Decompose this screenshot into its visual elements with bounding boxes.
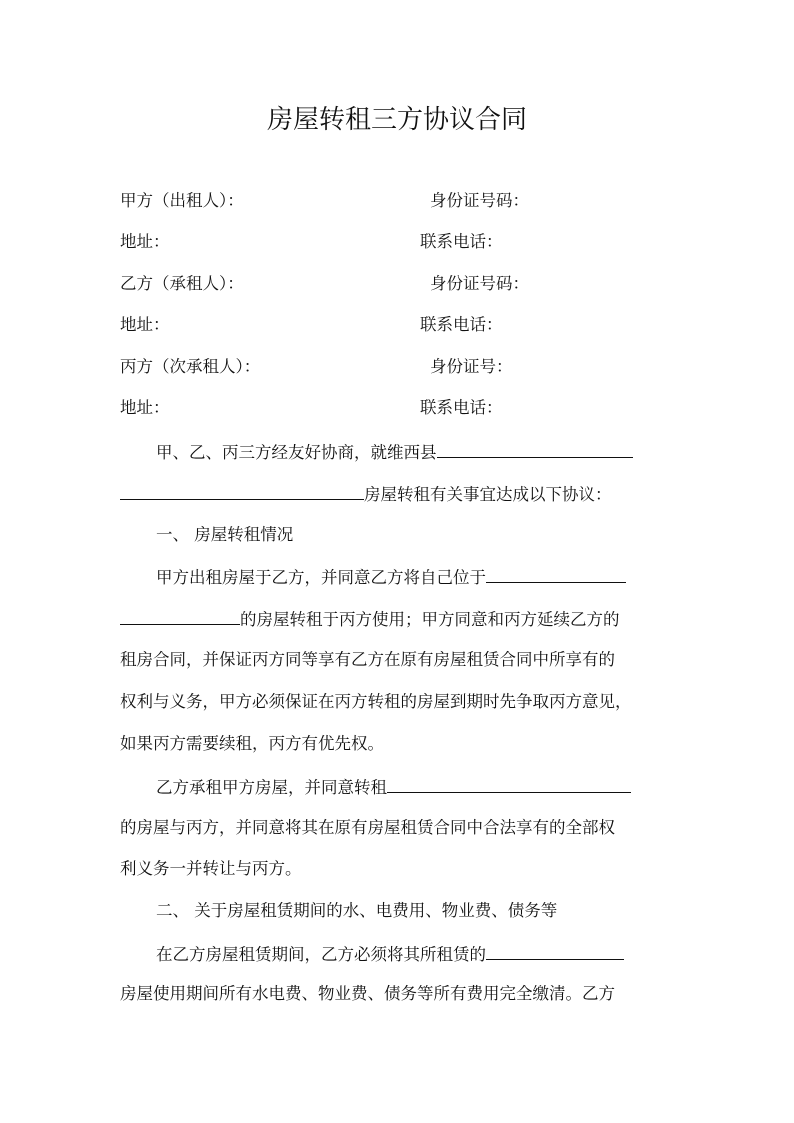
section-1-para xyxy=(156,565,626,589)
party-b-address-label: 地址： xyxy=(120,315,170,334)
party-a-id-label: 身份证号码： xyxy=(430,191,529,210)
section-1-para: 权利与义务，甲方必须保证在丙方转租的房屋到期时先争取丙方意见， xyxy=(120,692,632,711)
party-a-address-label: 地址： xyxy=(120,232,170,251)
para-text: 乙方承租甲方房屋，并同意转租 xyxy=(156,778,387,797)
document-title: 房屋转租三方协议合同 xyxy=(266,105,527,135)
section-1-para: 利义务一并转让与丙方。 xyxy=(120,859,302,878)
para-text: 在乙方房屋租赁期间，乙方必须将其所租赁的 xyxy=(156,945,486,964)
section-2-heading: 二、 关于房屋租赁期间的水、电费用、物业费、债务等 xyxy=(156,901,558,920)
intro-line-2 xyxy=(120,482,612,506)
section-2-para: 房屋使用期间所有水电费、物业费、债务等所有费用完全缴清。乙方 xyxy=(120,984,615,1003)
party-a-label: 甲方（出租人）： xyxy=(120,191,244,210)
section-1-para xyxy=(156,775,631,799)
party-a-phone-label: 联系电话： xyxy=(420,232,503,251)
blank-field xyxy=(437,440,633,458)
blank-field xyxy=(387,775,631,793)
party-b-id-label: 身份证号码： xyxy=(430,274,529,293)
blank-field xyxy=(120,607,240,625)
intro-line-1 xyxy=(156,440,633,464)
party-c-phone-label: 联系电话： xyxy=(420,398,503,417)
section-1-para: 的房屋与丙方，并同意将其在原有房屋租赁合同中合法享有的全部权 xyxy=(120,818,615,837)
party-b-label: 乙方（承租人）： xyxy=(120,274,244,293)
para-text: 甲方出租房屋于乙方，并同意乙方将自己位于 xyxy=(156,568,486,587)
para-text: 的房屋转租于丙方使用；甲方同意和丙方延续乙方的 xyxy=(240,610,620,629)
blank-field xyxy=(120,482,364,500)
blank-field xyxy=(486,942,624,960)
blank-field xyxy=(486,565,626,583)
party-c-label: 丙方（次承租人）： xyxy=(120,357,261,376)
intro-text: 甲、乙、丙三方经友好协商，就维西县 xyxy=(156,443,437,462)
section-1-heading: 一、 房屋转租情况 xyxy=(156,525,294,544)
section-1-para: 如果丙方需要续租，丙方有优先权。 xyxy=(120,734,384,753)
party-b-phone-label: 联系电话： xyxy=(420,315,503,334)
intro-text: 房屋转租有关事宜达成以下协议： xyxy=(364,485,612,504)
section-2-para xyxy=(156,942,624,966)
section-1-para xyxy=(120,607,620,631)
party-c-address-label: 地址： xyxy=(120,398,170,417)
section-1-para: 租房合同，并保证丙方同等享有乙方在原有房屋租赁合同中所享有的 xyxy=(120,650,615,669)
party-c-id-label: 身份证号： xyxy=(430,357,513,376)
